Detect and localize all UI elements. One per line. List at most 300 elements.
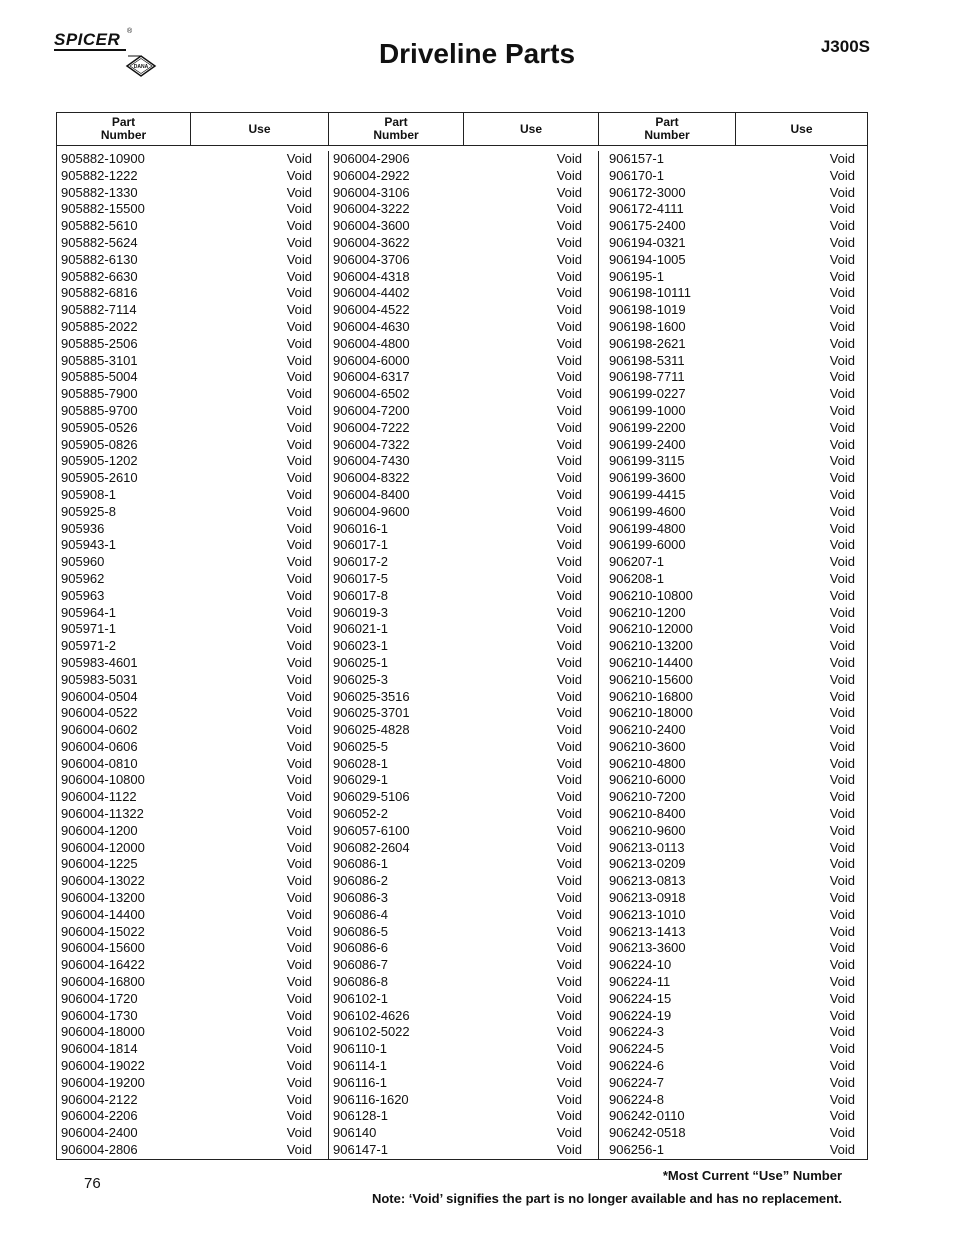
part-number: 906004-16800 xyxy=(61,974,145,990)
part-number: 905962 xyxy=(61,570,105,586)
table-row xyxy=(57,856,328,873)
table-row xyxy=(329,1092,598,1109)
use-value: Void xyxy=(829,839,855,855)
use-value: Void xyxy=(286,822,312,838)
table-column-2 xyxy=(329,151,599,1159)
use-value: Void xyxy=(286,621,312,637)
part-number: 906199-6000 xyxy=(609,537,686,553)
part-number: 906004-1122 xyxy=(61,789,137,805)
part-number: 905905-0526 xyxy=(61,419,138,435)
part-number: 906004-16422 xyxy=(61,957,145,973)
page-number: 76 xyxy=(84,1175,101,1192)
use-value: Void xyxy=(556,789,582,805)
use-value: Void xyxy=(829,318,855,334)
part-number: 906004-10800 xyxy=(61,772,145,788)
use-value: Void xyxy=(556,453,582,469)
use-value: Void xyxy=(556,520,582,536)
part-number: 905905-0826 xyxy=(61,436,138,452)
table-row xyxy=(329,940,598,957)
use-value: Void xyxy=(829,251,855,267)
use-value: Void xyxy=(829,822,855,838)
use-value: Void xyxy=(556,705,582,721)
use-value: Void xyxy=(286,285,312,301)
table-row xyxy=(57,739,328,756)
table-row xyxy=(599,420,867,437)
header-part-number: Part Number xyxy=(57,113,191,145)
use-value: Void xyxy=(829,1091,855,1107)
table-row xyxy=(57,319,328,336)
part-number: 906086-2 xyxy=(333,873,388,889)
part-number: 906004-0606 xyxy=(61,738,138,754)
table-row xyxy=(329,285,598,302)
part-number: 906199-2200 xyxy=(609,419,686,435)
part-number: 906210-3600 xyxy=(609,738,686,754)
table-row xyxy=(329,856,598,873)
use-value: Void xyxy=(829,1142,855,1158)
part-number: 906004-2922 xyxy=(333,167,410,183)
part-number: 906198-1019 xyxy=(609,302,686,318)
table-row xyxy=(599,336,867,353)
table-row xyxy=(329,638,598,655)
use-value: Void xyxy=(556,654,582,670)
part-number: 906004-4800 xyxy=(333,335,410,351)
use-value: Void xyxy=(829,621,855,637)
part-number: 906157-1 xyxy=(609,151,664,166)
use-value: Void xyxy=(556,1108,582,1124)
table-row xyxy=(599,201,867,218)
use-value: Void xyxy=(556,419,582,435)
use-value: Void xyxy=(829,873,855,889)
table-row xyxy=(329,655,598,672)
table-row xyxy=(57,537,328,554)
use-value: Void xyxy=(286,369,312,385)
part-number: 906004-2806 xyxy=(61,1142,138,1158)
table-row xyxy=(329,470,598,487)
use-value: Void xyxy=(556,151,582,166)
use-value: Void xyxy=(286,218,312,234)
table-row xyxy=(329,806,598,823)
part-number: 905882-6130 xyxy=(61,251,138,267)
use-value: Void xyxy=(829,184,855,200)
part-number: 906004-0602 xyxy=(61,722,138,738)
use-value: Void xyxy=(829,638,855,654)
part-number: 906086-1 xyxy=(333,856,388,872)
table-row xyxy=(599,823,867,840)
use-value: Void xyxy=(829,1024,855,1040)
table-row xyxy=(599,285,867,302)
table-row xyxy=(57,907,328,924)
use-value: Void xyxy=(286,554,312,570)
table-row xyxy=(329,689,598,706)
part-number: 906210-10800 xyxy=(609,587,693,603)
table-row xyxy=(57,940,328,957)
table-row xyxy=(599,940,867,957)
use-value: Void xyxy=(286,1074,312,1090)
table-row xyxy=(329,319,598,336)
use-value: Void xyxy=(829,789,855,805)
part-number: 906170-1 xyxy=(609,167,664,183)
table-row xyxy=(329,521,598,538)
use-value: Void xyxy=(829,285,855,301)
table-row xyxy=(57,890,328,907)
table-row xyxy=(57,638,328,655)
table-row xyxy=(599,605,867,622)
use-value: Void xyxy=(286,318,312,334)
use-value: Void xyxy=(556,722,582,738)
header-part-number: Part Number xyxy=(329,113,464,145)
part-number: 906172-3000 xyxy=(609,184,686,200)
table-row xyxy=(329,336,598,353)
part-number: 906004-3106 xyxy=(333,184,410,200)
use-value: Void xyxy=(286,201,312,217)
table-row xyxy=(329,991,598,1008)
part-number: 906029-1 xyxy=(333,772,388,788)
table-row xyxy=(329,1125,598,1142)
use-value: Void xyxy=(829,890,855,906)
table-row xyxy=(599,302,867,319)
use-value: Void xyxy=(286,688,312,704)
table-row xyxy=(329,823,598,840)
use-value: Void xyxy=(286,184,312,200)
table-row xyxy=(57,571,328,588)
table-row xyxy=(329,353,598,370)
part-number: 906004-3622 xyxy=(333,234,410,250)
use-value: Void xyxy=(556,772,582,788)
part-number: 906140 xyxy=(333,1125,377,1141)
table-row xyxy=(57,269,328,286)
use-value: Void xyxy=(286,335,312,351)
use-value: Void xyxy=(556,1024,582,1040)
table-row xyxy=(57,369,328,386)
part-number: 906004-9600 xyxy=(333,503,410,519)
table-row xyxy=(599,1092,867,1109)
use-value: Void xyxy=(829,234,855,250)
part-number: 906116-1 xyxy=(333,1074,387,1090)
table-row xyxy=(329,185,598,202)
use-value: Void xyxy=(829,151,855,166)
header-use: Use xyxy=(191,113,329,145)
part-number: 906004-7430 xyxy=(333,453,410,469)
table-row xyxy=(329,873,598,890)
header-part-number: Part Number xyxy=(599,113,736,145)
part-number: 906057-6100 xyxy=(333,822,410,838)
use-value: Void xyxy=(556,184,582,200)
use-value: Void xyxy=(829,218,855,234)
part-number: 906224-10 xyxy=(609,957,672,973)
header-use: Use xyxy=(790,121,813,136)
table-row xyxy=(599,588,867,605)
table-row xyxy=(329,907,598,924)
part-number: 906004-13022 xyxy=(61,873,145,889)
use-value: Void xyxy=(556,352,582,368)
use-value: Void xyxy=(829,486,855,502)
use-value: Void xyxy=(286,755,312,771)
part-number: 906004-1225 xyxy=(61,856,138,872)
part-number: 906004-3706 xyxy=(333,251,410,267)
use-value: Void xyxy=(556,638,582,654)
table-row xyxy=(599,185,867,202)
use-value: Void xyxy=(556,1041,582,1057)
table-row xyxy=(329,1041,598,1058)
part-number: 906004-1200 xyxy=(61,822,138,838)
part-number: 905882-10900 xyxy=(61,151,145,166)
part-number: 906224-7 xyxy=(609,1074,664,1090)
note-most-current: *Most Current “Use” Number xyxy=(662,1168,842,1183)
table-row xyxy=(57,789,328,806)
use-value: Void xyxy=(286,436,312,452)
use-value: Void xyxy=(829,1074,855,1090)
use-value: Void xyxy=(556,470,582,486)
use-value: Void xyxy=(286,873,312,889)
use-value: Void xyxy=(556,1007,582,1023)
use-value: Void xyxy=(286,302,312,318)
use-value: Void xyxy=(556,806,582,822)
use-value: Void xyxy=(556,369,582,385)
table-row xyxy=(329,924,598,941)
use-value: Void xyxy=(829,806,855,822)
use-value: Void xyxy=(556,873,582,889)
use-value: Void xyxy=(829,856,855,872)
use-value: Void xyxy=(286,806,312,822)
use-value: Void xyxy=(556,755,582,771)
table-row xyxy=(57,1075,328,1092)
part-number: 906023-1 xyxy=(333,638,388,654)
part-number: 905971-2 xyxy=(61,638,116,654)
use-value: Void xyxy=(556,486,582,502)
table-row xyxy=(599,1075,867,1092)
use-value: Void xyxy=(829,302,855,318)
table-row xyxy=(599,319,867,336)
table-row xyxy=(599,756,867,773)
part-number: 906207-1 xyxy=(609,554,664,570)
table-row xyxy=(599,806,867,823)
part-number: 906004-2122 xyxy=(61,1091,138,1107)
use-value: Void xyxy=(556,1074,582,1090)
part-number: 905983-4601 xyxy=(61,654,138,670)
part-number: 906210-6000 xyxy=(609,772,686,788)
table-row xyxy=(599,151,867,168)
table-row xyxy=(599,655,867,672)
part-number: 905943-1 xyxy=(61,537,116,553)
part-number: 906210-9600 xyxy=(609,822,686,838)
table-row xyxy=(57,705,328,722)
table-row xyxy=(57,420,328,437)
use-value: Void xyxy=(286,1091,312,1107)
part-number: 905882-7114 xyxy=(61,302,137,318)
part-number: 906224-6 xyxy=(609,1058,664,1074)
part-number: 905936 xyxy=(61,520,105,536)
table-row xyxy=(599,504,867,521)
table-row xyxy=(329,1108,598,1125)
use-value: Void xyxy=(286,520,312,536)
part-number: 905905-1202 xyxy=(61,453,138,469)
part-number: 906017-2 xyxy=(333,554,388,570)
part-number: 906213-0813 xyxy=(609,873,686,889)
use-value: Void xyxy=(286,990,312,1006)
part-number: 905882-6816 xyxy=(61,285,138,301)
use-value: Void xyxy=(556,218,582,234)
table-row xyxy=(599,369,867,386)
table-column-1 xyxy=(57,151,329,1159)
table-row xyxy=(599,453,867,470)
table-row xyxy=(329,420,598,437)
table-row xyxy=(599,873,867,890)
use-value: Void xyxy=(829,386,855,402)
use-value: Void xyxy=(556,503,582,519)
part-number: 906210-12000 xyxy=(609,621,693,637)
table-row xyxy=(599,235,867,252)
use-value: Void xyxy=(286,772,312,788)
use-value: Void xyxy=(286,604,312,620)
table-row xyxy=(329,588,598,605)
table-row xyxy=(57,840,328,857)
part-number: 906224-5 xyxy=(609,1041,664,1057)
part-number: 906210-16800 xyxy=(609,688,693,704)
use-value: Void xyxy=(556,1142,582,1158)
registered-mark: ® xyxy=(127,28,133,35)
part-number: 906004-1814 xyxy=(61,1041,138,1057)
table-row xyxy=(329,168,598,185)
table-row xyxy=(57,1108,328,1125)
use-value: Void xyxy=(286,386,312,402)
use-value: Void xyxy=(286,537,312,553)
table-row xyxy=(599,252,867,269)
table-row xyxy=(57,605,328,622)
part-number: 906116-1620 xyxy=(333,1091,409,1107)
table-row xyxy=(329,504,598,521)
part-number: 906114-1 xyxy=(333,1058,387,1074)
table-row xyxy=(57,1142,328,1159)
part-number: 906004-8322 xyxy=(333,470,410,486)
part-number: 906213-0209 xyxy=(609,856,686,872)
use-value: Void xyxy=(829,957,855,973)
part-number: 906213-1413 xyxy=(609,923,686,939)
part-number: 906082-2604 xyxy=(333,839,410,855)
note-void-definition: Note: ‘Void’ signifies the part is no longer available and has no replacement. xyxy=(371,1191,842,1206)
part-number: 906004-1730 xyxy=(61,1007,138,1023)
part-number: 906017-5 xyxy=(333,570,388,586)
table-row xyxy=(329,722,598,739)
use-value: Void xyxy=(829,537,855,553)
part-number: 906004-13200 xyxy=(61,890,145,906)
table-row xyxy=(57,655,328,672)
part-number: 906210-14400 xyxy=(609,654,693,670)
part-number: 906224-19 xyxy=(609,1007,672,1023)
part-number: 906004-6502 xyxy=(333,386,410,402)
part-number: 906004-6000 xyxy=(333,352,410,368)
table-row xyxy=(599,974,867,991)
use-value: Void xyxy=(829,940,855,956)
part-number: 906086-6 xyxy=(333,940,388,956)
part-number: 906213-0918 xyxy=(609,890,686,906)
part-number: 906210-13200 xyxy=(609,638,693,654)
use-value: Void xyxy=(556,890,582,906)
table-row xyxy=(57,1024,328,1041)
part-number: 906029-5106 xyxy=(333,789,410,805)
use-value: Void xyxy=(829,990,855,1006)
part-number: 905882-5610 xyxy=(61,218,138,234)
part-number: 906172-4111 xyxy=(609,201,684,217)
table-row xyxy=(57,201,328,218)
part-number: 906004-0810 xyxy=(61,755,138,771)
use-value: Void xyxy=(286,738,312,754)
use-value: Void xyxy=(286,251,312,267)
part-number: 906004-7222 xyxy=(333,419,410,435)
use-value: Void xyxy=(556,822,582,838)
table-row xyxy=(329,487,598,504)
use-value: Void xyxy=(556,940,582,956)
part-number: 906017-8 xyxy=(333,587,388,603)
use-value: Void xyxy=(829,570,855,586)
use-value: Void xyxy=(556,335,582,351)
use-value: Void xyxy=(556,621,582,637)
use-value: Void xyxy=(556,974,582,990)
use-value: Void xyxy=(829,604,855,620)
table-row xyxy=(329,957,598,974)
use-value: Void xyxy=(286,940,312,956)
part-number: 906199-2400 xyxy=(609,436,686,452)
table-row xyxy=(329,756,598,773)
table-row xyxy=(57,991,328,1008)
part-number: 906210-7200 xyxy=(609,789,686,805)
part-number: 906199-3600 xyxy=(609,470,686,486)
part-number: 906025-5 xyxy=(333,738,388,754)
use-value: Void xyxy=(286,906,312,922)
part-number: 905908-1 xyxy=(61,486,116,502)
part-number: 906198-2621 xyxy=(609,335,686,351)
header-use: Use xyxy=(464,113,599,145)
use-value: Void xyxy=(286,503,312,519)
part-number: 905885-2022 xyxy=(61,318,138,334)
use-value: Void xyxy=(829,453,855,469)
part-number: 906242-0518 xyxy=(609,1125,686,1141)
use-value: Void xyxy=(286,722,312,738)
part-number: 906004-2206 xyxy=(61,1108,138,1124)
table-row xyxy=(329,537,598,554)
table-row xyxy=(599,554,867,571)
use-value: Void xyxy=(556,604,582,620)
use-value: Void xyxy=(829,554,855,570)
table-row xyxy=(599,571,867,588)
table-column-3 xyxy=(599,151,867,1159)
use-value: Void xyxy=(556,285,582,301)
use-value: Void xyxy=(556,167,582,183)
page-title: Driveline Parts xyxy=(378,38,576,69)
table-row xyxy=(329,571,598,588)
use-value: Void xyxy=(829,738,855,754)
use-value: Void xyxy=(556,738,582,754)
use-value: Void xyxy=(556,554,582,570)
part-number: 906004-4522 xyxy=(333,302,410,318)
use-value: Void xyxy=(286,486,312,502)
part-number: 906175-2400 xyxy=(609,218,686,234)
table-row xyxy=(57,1058,328,1075)
table-row xyxy=(329,235,598,252)
table-row xyxy=(329,672,598,689)
use-value: Void xyxy=(829,671,855,687)
use-value: Void xyxy=(556,923,582,939)
part-number: 905885-5004 xyxy=(61,369,138,385)
use-value: Void xyxy=(829,268,855,284)
use-value: Void xyxy=(829,201,855,217)
table-row xyxy=(599,218,867,235)
table-row xyxy=(57,487,328,504)
part-number: 906224-8 xyxy=(609,1091,664,1107)
use-value: Void xyxy=(556,990,582,1006)
part-number: 906004-6317 xyxy=(333,369,410,385)
part-number: 906017-1 xyxy=(333,537,388,553)
part-number: 905971-1 xyxy=(61,621,116,637)
